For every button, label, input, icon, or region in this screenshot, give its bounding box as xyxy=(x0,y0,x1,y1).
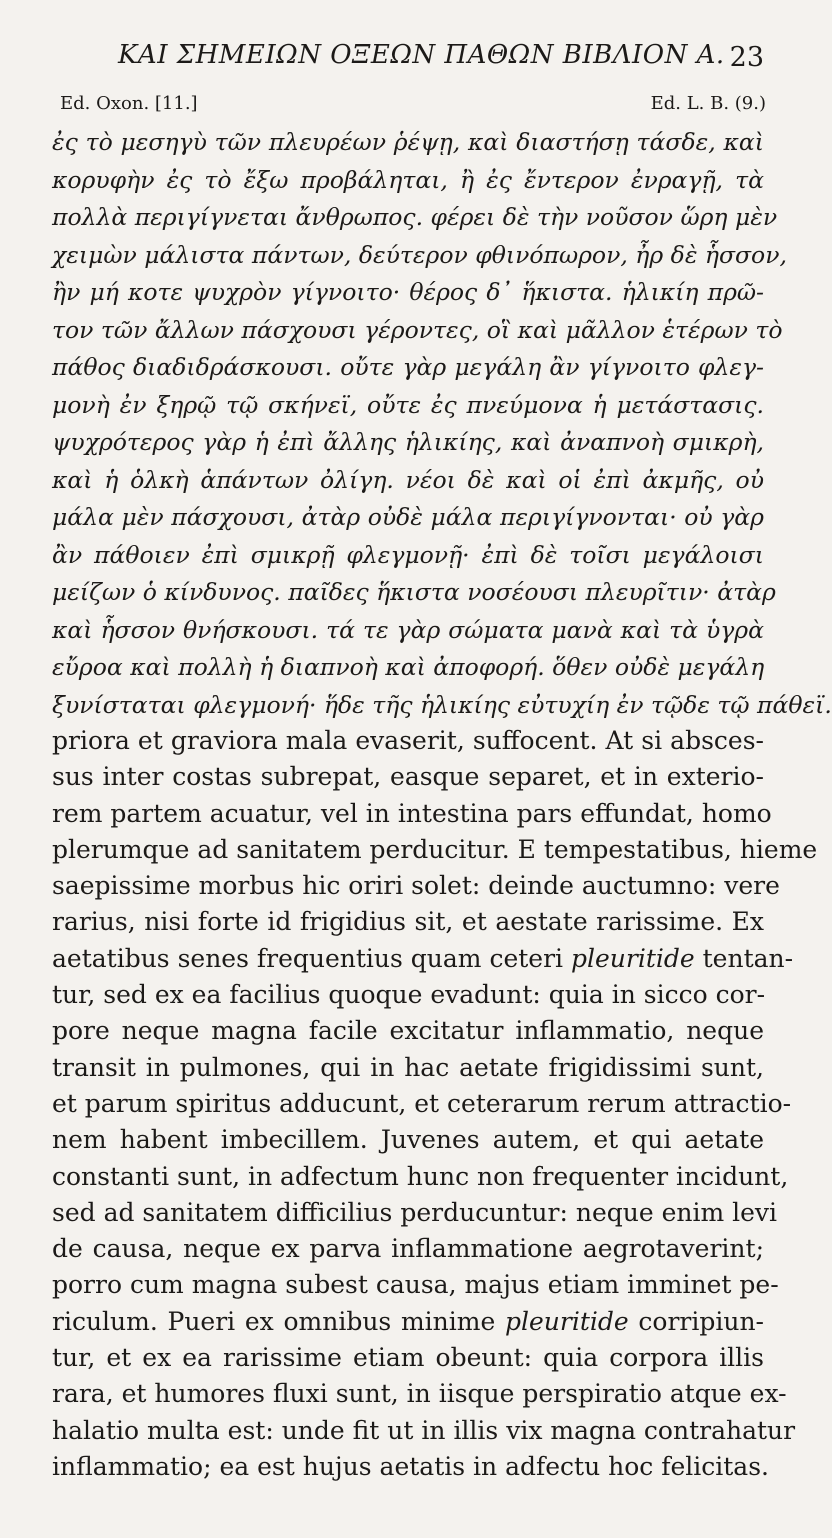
latin-line: nem habent imbecillem. Juvenes autem, et qui aetate xyxy=(52,1125,764,1155)
latin-line: de causa, neque ex parva inflammatione aegrotaverint; xyxy=(52,1234,764,1264)
greek-line: τον τῶν ἄλλων πάσχουσι γέροντες, οἳ καὶ μᾶλλον ἑτέρων τὸ xyxy=(52,315,783,344)
latin-line: et parum spiritus adducunt, et ceterarum rerum attractio- xyxy=(52,1088,792,1118)
greek-line: πολλὰ περιγίγνεται ἄνθρωπος. φέρει δὲ τὴν νοῦσον ὥρη μὲν xyxy=(52,203,778,231)
latin-line: transit in pulmones, qui in hac aetate frigidissimi sunt, xyxy=(52,1052,764,1082)
latin-segment: tur, xyxy=(52,980,96,1010)
latin-segment: tentan- xyxy=(702,943,794,973)
greek-text-block xyxy=(52,124,832,724)
latin-line: halatio multa est: unde fit ut in illis vix magna contrahatur xyxy=(52,1415,796,1445)
latin-italic-term: pleuritide xyxy=(571,943,695,973)
latin-segment: corripiun- xyxy=(638,1306,765,1336)
latin-line-mixed xyxy=(52,977,764,1013)
latin-line: constanti sunt, in adfectum hunc non frequenter incidunt, xyxy=(52,1161,789,1191)
edition-lb-ref: Ed. L. B. (9.) xyxy=(650,93,766,114)
greek-line: ἐς τὸ μεσηγὺ τῶν πλευρέων ῥέψῃ, καὶ διαστήσῃ τάσδε, καὶ xyxy=(52,128,764,156)
running-head xyxy=(0,40,800,84)
latin-line: inflammatio; ea est hujus aetatis in adfectu hoc felicitas. xyxy=(52,1451,769,1481)
latin-line: pore neque magna facile excitatur inflammatio, neque xyxy=(52,1016,764,1046)
page-number: 23 xyxy=(729,42,764,73)
greek-line: ξυνίσταται φλεγμονή· ἥδε τῆς ἡλικίης εὐτυχίη ἐν τῷδε τῷ πάθεϊ. xyxy=(52,690,832,719)
latin-line-mixed xyxy=(52,941,794,977)
latin-line: sed ad sanitatem difficilius perducuntur: neque enim levi xyxy=(52,1197,778,1227)
greek-line: καὶ ἡ ὁλκὴ ἁπάντων ὀλίγη. νέοι δὲ καὶ οἱ ἐπὶ ἀκμῆς, οὐ xyxy=(52,465,764,494)
greek-line: μονὴ ἐν ξηρῷ τῷ σκήνεϊ, οὔτε ἐς πνεύμονα ἡ μετάστασις. xyxy=(52,390,764,419)
greek-line: καὶ ἧσσον θνήσκουσι. τά τε γὰρ σώματα μανὰ καὶ τὰ ὑγρὰ xyxy=(52,615,764,644)
latin-segment: riculum. Pueri ex omnibus minime xyxy=(52,1306,496,1336)
greek-line: μάλα μὲν πάσχουσι, ἀτὰρ οὐδὲ μάλα περιγίγνονται· οὐ γὰρ xyxy=(52,503,764,531)
greek-line: εὔροα καὶ πολλὴ ἡ διαπνοὴ καὶ ἀποφορή. ὅθεν οὐδὲ μεγάλη xyxy=(52,653,765,681)
latin-line-mixed xyxy=(52,1304,764,1340)
latin-line: saepissime morbus hic oriri solet: deinde auctumno: vere xyxy=(52,871,780,901)
latin-line: tur, et ex ea rarissime etiam obeunt: quia corpora illis xyxy=(52,1343,764,1373)
edition-references xyxy=(60,93,766,121)
greek-line: κορυφὴν ἐς τὸ ἔξω προβάληται, ἢ ἐς ἔντερον ἐνραγῇ, τὰ xyxy=(52,165,764,194)
latin-line: rara, et humores fluxi sunt, in iisque perspiratio atque ex- xyxy=(52,1379,787,1409)
latin-line: priora et graviora mala evaserit, suffocent. At si absces- xyxy=(52,726,764,755)
greek-line: πάθος διαδιδράσκουσι. οὔτε γὰρ μεγάλη ἂν γίγνοιτο φλεγ- xyxy=(52,353,764,381)
latin-line: plerumque ad sanitatem perducitur. E tempestatibus, hieme xyxy=(52,834,818,864)
latin-line: sus inter costas subrepat, easque separet, et in exterio- xyxy=(52,762,764,792)
latin-line: rem partem acuatur, vel in intestina pars effundat, homo xyxy=(52,798,772,828)
latin-segment: sed ex ea facilius quoque evadunt: quia in sicco cor- xyxy=(103,980,766,1010)
latin-italic-term: pleuritide xyxy=(505,1306,629,1336)
greek-line: ἂν πάθοιεν ἐπὶ σμικρῇ φλεγμονῇ· ἐπὶ δὲ τοῖσι μεγάλοισι xyxy=(52,540,764,569)
edition-oxon-ref: Ed. Oxon. [11.] xyxy=(60,93,198,114)
greek-line: μείζων ὁ κίνδυνος. παῖδες ἥκιστα νοσέουσι πλευρῖτιν· ἀτὰρ xyxy=(52,578,776,606)
latin-text-block xyxy=(52,723,818,1485)
latin-line: porro cum magna subest causa, majus etiam imminet pe- xyxy=(52,1270,779,1300)
latin-line: rarius, nisi forte id frigidius sit, et aestate rarissime. Ex xyxy=(52,907,764,937)
greek-line: χειμὼν μάλιστα πάντων, δεύτερον φθινόπωρον, ἦρ δὲ ἧσσον, xyxy=(52,240,787,269)
greek-line: ἢν μή κοτε ψυχρὸν γίγνοιτο· θέρος δ᾽ ἥκιστα. ἡλικίη πρῶ- xyxy=(52,278,764,306)
latin-segment: aetatibus senes frequentius quam ceteri xyxy=(52,943,564,973)
running-title: ΚΑΙ ΣΗΜΕΙΩΝ ΟΞΕΩΝ ΠΑΘΩΝ ΒΙΒΛΙΟΝ Α. xyxy=(118,40,725,70)
greek-line: ψυχρότερος γὰρ ἡ ἐπὶ ἄλλης ἡλικίης, καὶ ἀναπνοὴ σμικρὴ, xyxy=(52,428,764,456)
